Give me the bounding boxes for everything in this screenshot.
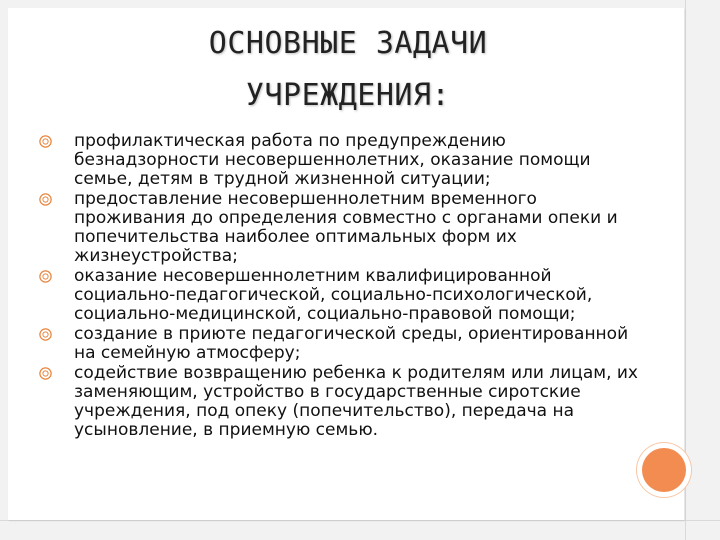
list-item: [38, 190, 638, 266]
list-item-text: создание в приюте педагогической среды, ориентированной на семейную атмосферу;: [74, 324, 629, 363]
slide-title: [68, 18, 628, 122]
slide: [8, 8, 684, 520]
title-line-1: ОСНОВНЫЕ ЗАДАЧИ: [208, 26, 488, 61]
circle-flower-bullet-icon: [38, 134, 53, 149]
list-item-text: содействие возвращению ребенка к родителям или лицам, их заменяющим, устройство в государственные сиротские учреждения, под опеку (попечительство), передача на усыновление, в приемную семью.: [74, 363, 638, 440]
circle-flower-bullet-icon: [38, 327, 53, 342]
tasks-list: [38, 132, 638, 441]
frame-line-vertical: [685, 0, 686, 540]
list-item: [38, 325, 638, 363]
decorative-circle: [642, 448, 686, 492]
title-line-2: УЧРЕЖДЕНИЯ:: [245, 78, 451, 113]
circle-flower-bullet-icon: [38, 269, 53, 284]
list-item: [38, 132, 638, 189]
list-item: [38, 364, 638, 440]
circle-flower-bullet-icon: [38, 192, 53, 207]
frame-line-horizontal: [0, 520, 720, 521]
circle-flower-bullet-icon: [38, 366, 53, 381]
list-item-text: профилактическая работа по предупреждению безнадзорности несовершеннолетних, оказание помощи семье, детям в трудной жизненной ситуации;: [74, 131, 591, 189]
list-item-text: предоставление несовершеннолетним временного проживания до определения совместно с органами опеки и попечительства наиболее оптимальных форм их жизнеустройства;: [74, 189, 618, 266]
list-item-text: оказание несовершеннолетним квалифицированной социально-педагогической, социально-психологической, социально-медицинской, социально-правовой помощи;: [74, 266, 593, 324]
list-item: [38, 267, 638, 324]
